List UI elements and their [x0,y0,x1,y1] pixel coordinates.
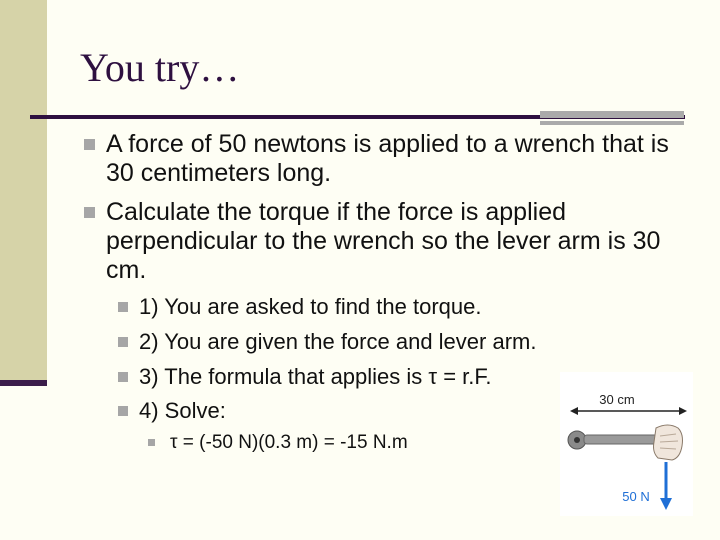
dimension-arrow-left [570,407,578,415]
bullet-square-icon [118,302,128,312]
force-label: 50 N [622,489,650,504]
step-text: 4) Solve: [139,398,226,423]
bullet-square-icon [148,439,155,446]
slide-title: You try… [80,45,240,90]
step-item [139,329,536,355]
step-text: 2) You are given the force and lever arm. [139,329,537,354]
left-band-accent [0,380,47,386]
hand-icon [654,425,683,460]
dimension-arrow-right [679,407,687,415]
step-item [139,294,481,320]
bullet-square-icon [118,372,128,382]
bullet-item [106,130,686,188]
wrench-illustration [560,372,693,516]
bullet-text: Calculate the torque if the force is applied perpendicular to the wrench so the lever arm is 30 cm. [106,198,661,284]
step-item [139,364,492,390]
force-arrow-head [660,498,672,510]
bullet-item [106,198,686,285]
solution-item [170,431,408,455]
bullet-square-icon [118,406,128,416]
step-text: 3) The formula that applies is τ = r.F. [139,364,492,389]
wrench-figure [560,372,693,516]
left-decorative-band [0,0,47,380]
bolt-icon [574,437,580,443]
bullet-square-icon [84,207,95,218]
bullet-square-icon [84,139,95,150]
title-divider-accent [540,111,684,118]
title-divider-accent-lower [540,121,684,125]
bullet-text: A force of 50 newtons is applied to a wrench that is 30 centimeters long. [106,130,669,187]
solution-text: τ = (-50 N)(0.3 m) = -15 N.m [170,432,408,453]
step-item [139,398,226,424]
bullet-square-icon [118,337,128,347]
step-text: 1) You are asked to find the torque. [139,294,482,319]
wrench-handle [584,435,662,444]
length-label: 30 cm [599,392,635,407]
